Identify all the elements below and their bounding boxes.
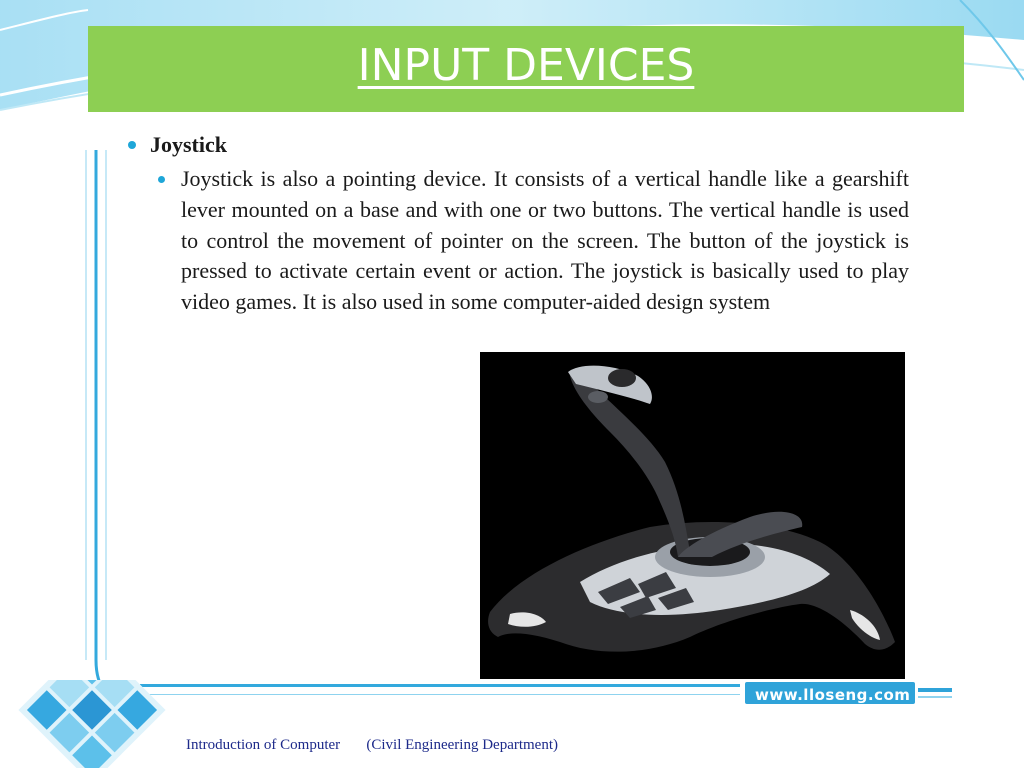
slide-title: INPUT DEVICES: [357, 39, 695, 91]
bullet-dot-icon: [158, 176, 165, 183]
footer-course: Introduction of Computer: [186, 737, 341, 753]
bullet-level-2: [158, 164, 918, 318]
website-url: www.lloseng.com: [755, 686, 911, 704]
bullet-level-1: [128, 128, 918, 162]
bullet-dot-icon: [128, 141, 136, 149]
footer-text: [186, 737, 558, 754]
title-bar: [88, 26, 964, 112]
joystick-icon: [480, 352, 905, 679]
description-paragraph: Joystick is also a pointing device. It consists of a vertical handle like a gearshift lever mounted on a base and with one or two buttons. The vertical handle is used to control the movement of pointer on the screen. The button of the joystick is pressed to activate certain event or action. The joystick is basically used to play video games. It is also used in some computer-aided design system: [181, 166, 909, 315]
topic-heading: Joystick: [150, 132, 227, 157]
footer-department: (Civil Engineering Department): [366, 737, 558, 753]
joystick-photo: [480, 352, 905, 679]
slide-content: [128, 124, 918, 318]
